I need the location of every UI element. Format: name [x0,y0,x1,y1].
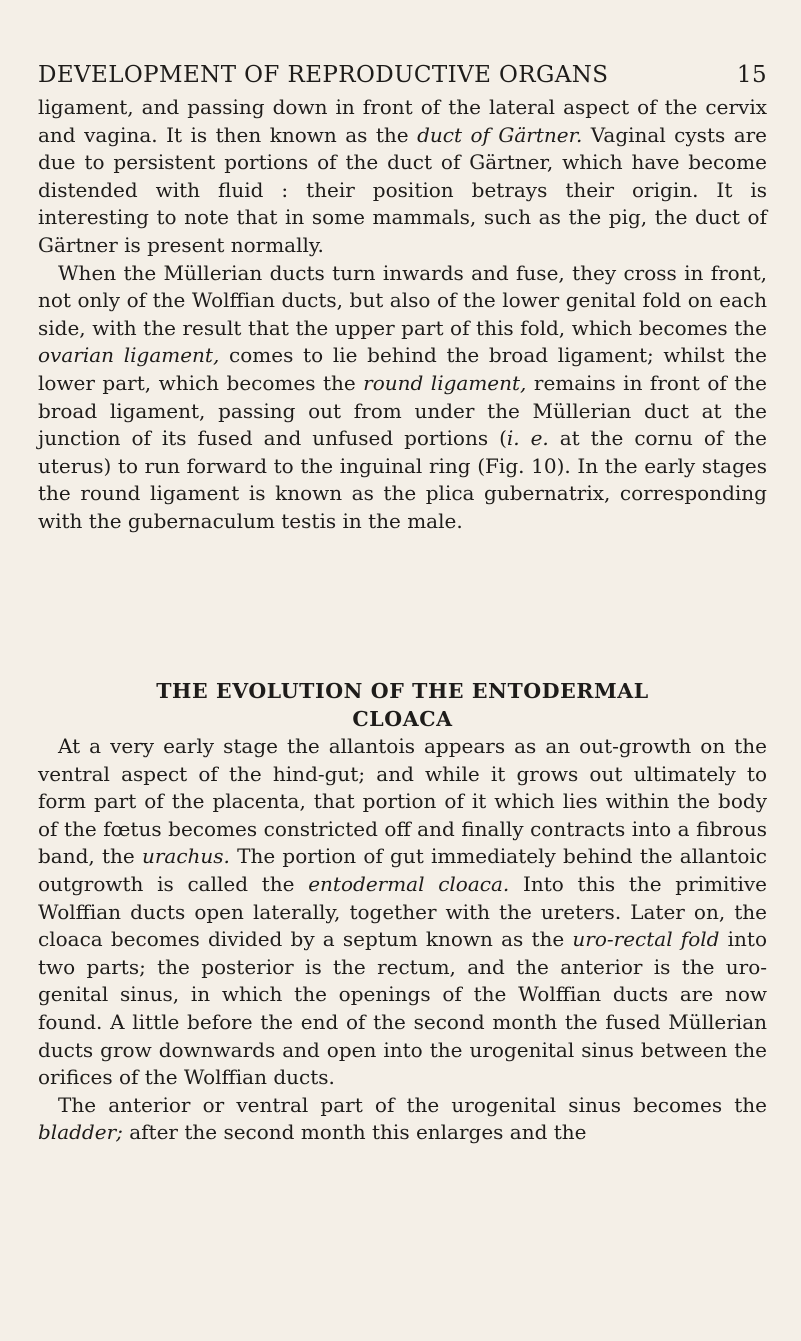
text-run: When the Müllerian ducts turn inwards and fuse, they cross in front, not only of the Wolffian ducts, but also of the lower genital fold on each side, with the result that the upper part of this fold, which becomes the [38,260,767,340]
text-run: at the cornu of the uterus) to run forward to the inguinal ring (Fig. 10). In the early stages the round ligament is known as the plica gubernatrix, corresponding with the gubernaculum testis in the male. [38,426,768,533]
text-run: comes to lie behind the broad ligament; whilst the lower part, which becomes the [38,343,767,395]
paragraph-gartner [38,94,767,260]
italic-term: bladder; [38,1120,123,1145]
text-run: ligament, and passing down in front of the lateral aspect of the cervix and vagina. It is then known as the [38,95,767,147]
text-run: into two parts; the posterior is the rectum, and the anterior is the uro-genital sinus, in which the openings of the Wolffian ducts are now found. A little before the end of the second month the fused Müllerian ducts grow downwards and open into the urogenital sinus between the orifices of the Wolffian ducts. [38,927,767,1090]
section-heading [38,678,767,733]
paragraph-mullerian-ducts [38,260,767,536]
text-run: At a very early stage the allantois appears as an out-growth on the ventral aspect of the hind-gut; and while it grows out ultimately to form part of the placenta, that portion of it which lies within the body of the fœtus becomes constricted off and finally contracts into a fibrous band, the [38,734,767,869]
body-text-top [38,94,767,536]
page-number: 15 [736,62,767,88]
italic-term: i. e. [506,426,549,451]
paragraph-bladder [38,1092,767,1147]
italic-term: uro-rectal fold [572,927,720,952]
section-heading-line-2: CLOACA [352,706,453,731]
running-head [38,62,767,96]
text-run: remains in front of the broad ligament, passing out from under the Müllerian duct at the junction of its fused and unfused portions ( [38,370,767,451]
body-text-bottom [38,733,767,1147]
italic-term: duct of Gärtner. [417,122,583,147]
text-run: Into this the primitive Wolffian ducts open laterally, together with the ureters. Later on, the cloaca becomes divided by a septum known as the [38,871,767,952]
paragraph-allantois [38,733,767,1092]
italic-term: round ligament, [363,370,527,395]
running-head-title: DEVELOPMENT OF REPRODUCTIVE ORGANS [38,62,609,88]
text-run: after the second month this enlarges and the [122,1120,587,1145]
text-run: The portion of gut immediately behind the allantoic outgrowth is called the [38,844,767,896]
section-heading-line-1: THE EVOLUTION OF THE ENTODERMAL [156,679,649,703]
italic-term: urachus. [141,844,230,869]
text-run: Vaginal cysts are due to persistent portions of the duct of Gärtner, which have become distended with fluid : their position betrays their origin. It is interesting to note that in some mammals, such as the pig, the duct of Gärtner is present normally. [38,122,768,257]
text-run: The anterior or ventral part of the urogenital sinus becomes the [58,1092,767,1117]
italic-term: entodermal cloaca. [308,871,510,896]
italic-term: ovarian ligament, [38,343,220,368]
